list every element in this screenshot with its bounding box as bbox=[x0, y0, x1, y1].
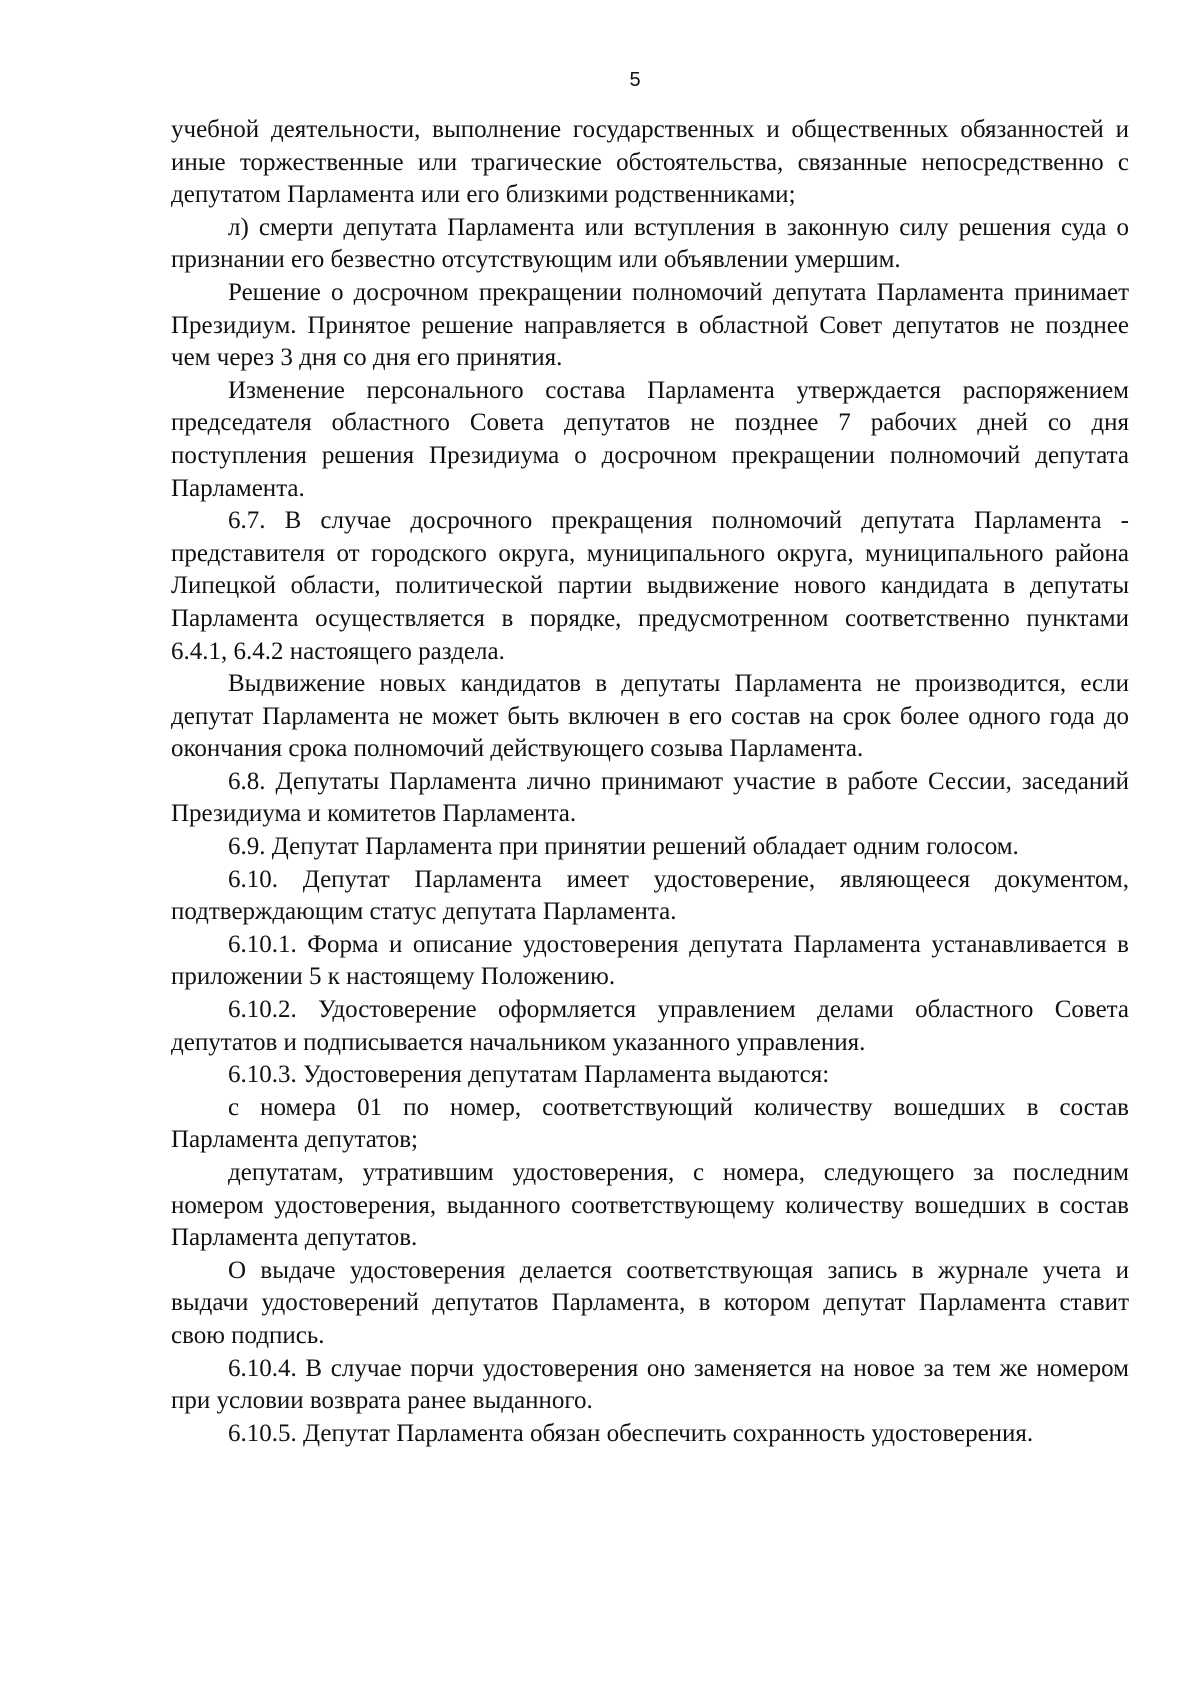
paragraph: 6.9. Депутат Парламента при принятии решений обладает одним голосом. bbox=[228, 833, 1019, 861]
paragraph: 6.10.1. Форма и описание удостоверения депутата Парламента устанавливается в приложении 5 к настоящему Положению. bbox=[171, 930, 1129, 991]
paragraph: с номера 01 по номер, соответствующий количеству вошедших в состав Парламента депутатов; bbox=[171, 1093, 1129, 1154]
paragraph: 6.10. Депутат Парламента имеет удостоверение, являющееся документом, подтверждающим статус депутата Парламента. bbox=[171, 865, 1129, 926]
paragraph: депутатам, утратившим удостоверения, с номера, следующего за последним номером удостоверения, выданного соответствующему количеству вошедших в состав Парламента депутатов. bbox=[171, 1159, 1129, 1252]
page-number: 5 bbox=[629, 69, 641, 91]
paragraph: Изменение персонального состава Парламента утверждается распоряжением председателя областного Совета депутатов не позднее 7 рабочих дней со дня поступления решения Президиума о досрочном прекращении полномочий депутата Парламента. bbox=[171, 376, 1129, 502]
paragraph: 6.10.2. Удостоверение оформляется управлением делами областного Совета депутатов и подписывается начальником указанного управления. bbox=[171, 996, 1129, 1056]
paragraph: О выдаче удостоверения делается соответствующая запись в журнале учета и выдачи удостоверений депутатов Парламента, в котором депутат Парламента ставит свою подпись. bbox=[171, 1256, 1129, 1349]
paragraph: 6.7. В случае досрочного прекращения полномочий депутата Парламента - представителя от городского округа, муниципального округа, муниципального района Липецкой области, политической партии выдвижение нового кандидата в депутаты Парламента осуществляется в порядке, предусмотренном соответственно пунктами 6.4.1, 6.4.2 настоящего раздела. bbox=[171, 507, 1129, 665]
paragraph: учебной деятельности, выполнение государственных и общественных обязанностей и иные торжественные или трагические обстоятельства, связанные непосредственно с депутатом Парламента или его близкими родственниками; bbox=[171, 116, 1129, 209]
document-body bbox=[171, 114, 1129, 1450]
paragraph: 6.10.5. Депутат Парламента обязан обеспечить сохранность удостоверения. bbox=[228, 1419, 1034, 1447]
paragraph: 6.10.4. В случае порчи удостоверения оно заменяется на новое за тем же номером при условии возврата ранее выданного. bbox=[171, 1354, 1129, 1415]
paragraph: 6.10.3. Удостоверения депутатам Парламента выдаются: bbox=[228, 1061, 830, 1089]
paragraph: л) смерти депутата Парламента или вступления в законную силу решения суда о признании его безвестно отсутствующим или объявлении умершим. bbox=[171, 213, 1129, 274]
paragraph: 6.8. Депутаты Парламента лично принимают участие в работе Сессии, заседаний Президиума и комитетов Парламента. bbox=[171, 767, 1129, 828]
paragraph: Выдвижение новых кандидатов в депутаты Парламента не производится, если депутат Парламента не может быть включен в его состав на срок более одного года до окончания срока полномочий действующего созыва Парламента. bbox=[171, 670, 1129, 763]
paragraph: Решение о досрочном прекращении полномочий депутата Парламента принимает Президиум. Принятое решение направляется в областной Совет депутатов не позднее чем через 3 дня со дня его принятия. bbox=[171, 278, 1129, 372]
